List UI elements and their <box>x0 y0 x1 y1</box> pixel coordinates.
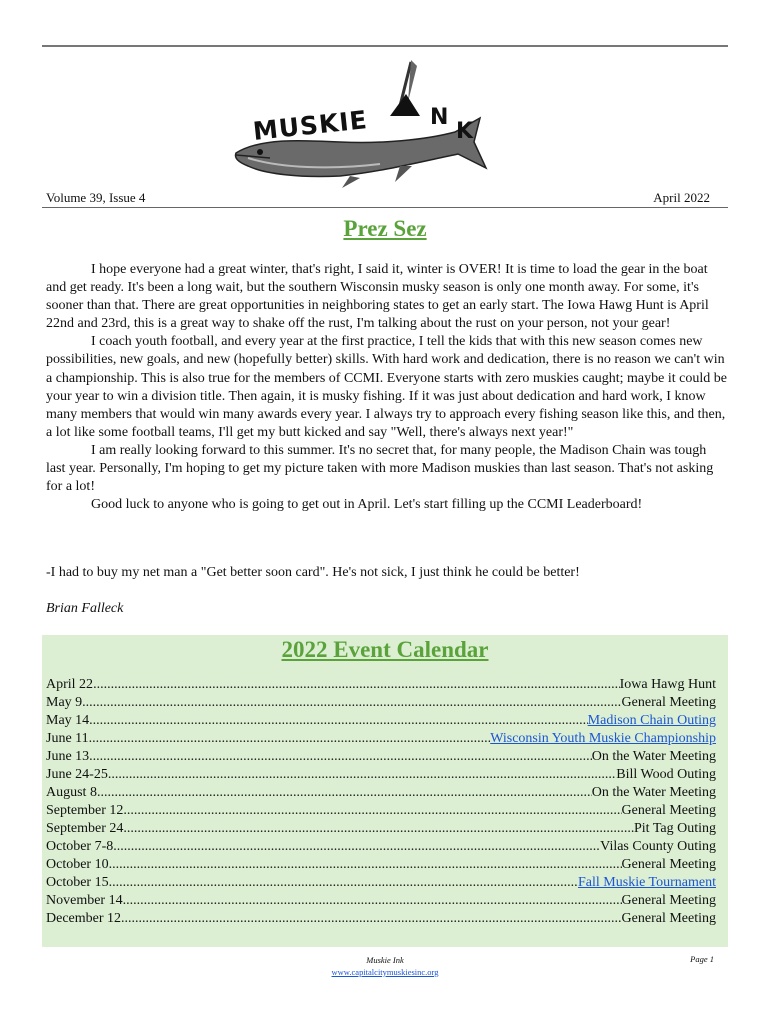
issue-date: April 2022 <box>653 190 710 205</box>
footer-website-link[interactable]: www.capitalcitymuskiesinc.org <box>331 967 439 977</box>
dot-leader <box>113 838 600 856</box>
calendar-row <box>46 892 716 910</box>
calendar-row <box>46 802 716 820</box>
dot-leader <box>123 892 622 910</box>
event-name: General Meeting <box>621 695 716 710</box>
event-date: August 8 <box>46 785 97 800</box>
volume-issue: Volume 39, Issue 4 <box>46 190 146 205</box>
event-date: May 14 <box>46 713 90 728</box>
prez-sez-title: Prez Sez <box>343 216 427 241</box>
prez-sez-body <box>46 261 728 514</box>
dot-leader <box>89 712 587 730</box>
event-date: June 13 <box>46 749 90 764</box>
event-name: Vilas County Outing <box>600 839 716 854</box>
event-date: May 9 <box>46 695 83 710</box>
calendar-row <box>46 838 716 856</box>
calendar-row <box>46 856 716 874</box>
dot-leader <box>121 910 622 928</box>
dot-leader <box>89 730 491 748</box>
dot-leader <box>89 748 592 766</box>
event-name: Iowa Hawg Hunt <box>619 677 716 692</box>
calendar-title: 2022 Event Calendar <box>281 637 489 662</box>
calendar-row <box>46 910 716 928</box>
muskie-ink-logo <box>230 58 492 190</box>
prez-paragraph: I hope everyone had a great winter, that's right, I said it, winter is OVER! It is time to load the gear in the boat and get ready. It's been a long wait, but the southern Wisconsin musky season is only one month away. For some, it's sooner than that. There are great opportunities in neighboring states to get an early start. The Iowa Hawg Hunt is April 22nd and 23rd, this is a great way to shake off the rust, I'm talking about the rust on your person, not your gear! <box>46 262 709 332</box>
svg-text:N: N <box>430 105 449 130</box>
net-man-note: -I had to buy my net man a "Get better soon card". He's not sick, I just think he could be better! <box>46 565 580 580</box>
event-calendar <box>42 635 728 947</box>
calendar-row <box>46 784 716 802</box>
event-name: General Meeting <box>621 857 716 872</box>
event-link[interactable]: Madison Chain Outing <box>587 713 716 728</box>
event-name: General Meeting <box>621 911 716 926</box>
prez-paragraph: I am really looking forward to this summer. It's no secret that, for many people, the Madison Chain was tough last year. Personally, I'm hoping to get my picture taken with more Madison muskies than last season. That's not asking for a lot! <box>46 442 714 495</box>
event-name: On the Water Meeting <box>591 749 716 764</box>
event-date: September 24 <box>46 821 124 836</box>
page-number: Page 1 <box>690 954 714 964</box>
calendar-list <box>46 676 716 928</box>
event-name: General Meeting <box>621 803 716 818</box>
calendar-row <box>46 676 716 694</box>
event-name: General Meeting <box>621 893 716 908</box>
event-date: October 15 <box>46 875 109 890</box>
calendar-row <box>46 766 716 784</box>
event-date: September 12 <box>46 803 124 818</box>
issue-rule <box>42 207 728 208</box>
event-date: October 7-8 <box>46 839 114 854</box>
event-date: October 10 <box>46 857 109 872</box>
event-link[interactable]: Fall Muskie Tournament <box>578 875 716 890</box>
event-date: June 11 <box>46 731 89 746</box>
prez-paragraph: I coach youth football, and every year at the first practice, I tell the kids that with this new season comes new possibilities, new goals, and new (hopefully better) skills. With hard work and dedication, there is no reason we can't win a championship. This is also true for the members of CCMI. Everyone starts with zero muskies caught; maybe it could be your year to win a division title. Then again, it is musky fishing. If it was just about dedication and hard work, I know many members that would win many awards every year. I always try to approach every fishing season like this, and then, a lot like some football teams, I'll get my butt kicked and say "Well, there's always next year!" <box>46 334 727 440</box>
dot-leader <box>97 784 592 802</box>
event-name: Pit Tag Outing <box>634 821 716 836</box>
calendar-row <box>46 820 716 838</box>
dot-leader <box>109 856 622 874</box>
svg-text:K: K <box>456 119 474 144</box>
calendar-row <box>46 694 716 712</box>
calendar-row[interactable] <box>46 712 716 730</box>
svg-text:MUSKIE: MUSKIE <box>251 105 369 146</box>
muskie-fish-pen-logo-icon <box>230 58 492 190</box>
dot-leader <box>123 820 634 838</box>
calendar-row[interactable] <box>46 874 716 892</box>
footer <box>0 954 770 978</box>
footer-newsletter-name: Muskie Ink <box>366 955 404 965</box>
event-date: November 14 <box>46 893 123 908</box>
event-link[interactable]: Wisconsin Youth Muskie Championship <box>490 731 716 746</box>
top-rule <box>42 45 728 47</box>
event-name: Bill Wood Outing <box>616 767 716 782</box>
dot-leader <box>82 694 621 712</box>
issue-info-row <box>46 190 710 206</box>
dot-leader <box>108 766 616 784</box>
dot-leader <box>93 676 620 694</box>
prez-paragraph: Good luck to anyone who is going to get out in April. Let's start filling up the CCMI Leaderboard! <box>91 497 643 513</box>
signature: Brian Falleck <box>46 601 124 616</box>
calendar-row <box>46 748 716 766</box>
event-date: December 12 <box>46 911 122 926</box>
event-name: On the Water Meeting <box>591 785 716 800</box>
dot-leader <box>123 802 621 820</box>
event-date: April 22 <box>46 677 94 692</box>
event-date: June 24-25 <box>46 767 108 782</box>
dot-leader <box>109 874 578 892</box>
calendar-row[interactable] <box>46 730 716 748</box>
